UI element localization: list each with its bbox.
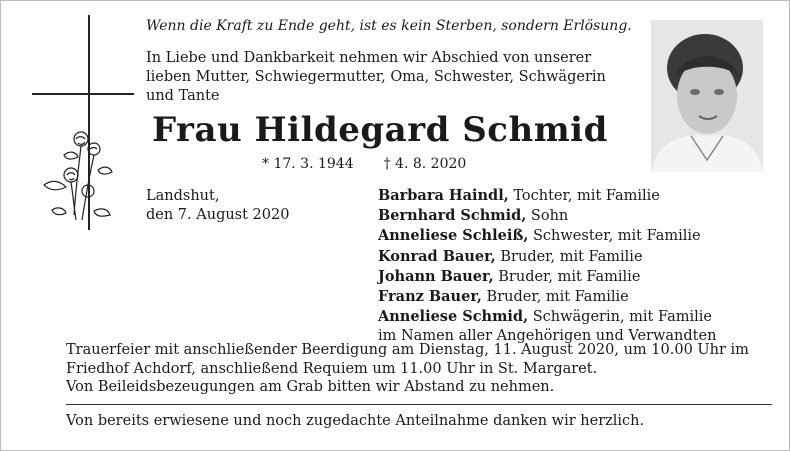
mourner-name: Anneliese Schleiß, <box>378 227 529 245</box>
service-line: Friedhof Achdorf, anschließend Requiem um 11.00 Uhr in St. Margaret. <box>66 360 598 377</box>
thanks-text: Von bereits erwiesene und noch zugedachte Anteilnahme danken wir herzlich. <box>66 413 645 429</box>
mourner-row <box>378 287 716 307</box>
mourner-relation: Tochter, mit Familie <box>508 188 660 204</box>
service-line: Trauerfeier mit anschließender Beerdigung am Dienstag, 11. August 2020, um 10.00 Uhr im <box>66 342 749 358</box>
intro-line: In Liebe und Dankbarkeit nehmen wir Abschied von unserer <box>146 50 592 66</box>
intro-line: und Tante <box>146 88 220 104</box>
mourner-row <box>378 267 716 287</box>
intro-text <box>146 49 606 106</box>
mourner-name: Franz Bauer, <box>378 288 482 306</box>
death-date: † 4. 8. 2020 <box>383 156 467 172</box>
mourner-name: Anneliese Schmid, <box>378 308 529 326</box>
intro-line: lieben Mutter, Schwiegermutter, Oma, Schwester, Schwägerin <box>146 69 606 85</box>
life-dates <box>262 156 496 172</box>
cross-with-roses-icon <box>24 15 134 235</box>
service-line: Von Beileidsbezeugungen am Grab bitten wir Abstand zu nehmen. <box>66 379 555 396</box>
mourner-row <box>378 247 716 267</box>
portrait-photo <box>651 20 763 172</box>
place: Landshut, <box>146 188 220 204</box>
mourners-list <box>378 186 716 347</box>
mourner-row <box>378 186 716 206</box>
mourners-footer: im Namen aller Angehörigen und Verwandten <box>378 328 717 345</box>
divider <box>66 404 772 405</box>
mourner-relation: Bruder, mit Familie <box>495 248 643 265</box>
place-date <box>146 187 289 225</box>
mourner-row <box>378 206 716 226</box>
mourner-row <box>378 226 716 246</box>
deceased-name: Frau Hildegard Schmid <box>152 110 608 150</box>
mourner-name: Bernhard Schmid, <box>378 207 527 225</box>
mourner-relation: Schwester, mit Familie <box>528 228 701 245</box>
mourner-relation: Bruder, mit Familie <box>481 289 629 306</box>
mourner-name: Barbara Haindl, <box>378 187 509 204</box>
service-info <box>66 341 749 397</box>
date: den 7. August 2020 <box>146 207 290 223</box>
mourner-relation: Schwägerin, mit Familie <box>528 309 712 326</box>
motto: Wenn die Kraft zu Ende geht, ist es kein Sterben, sondern Erlösung. <box>146 18 632 34</box>
mourner-name: Konrad Bauer, <box>378 247 496 265</box>
birth-date: * 17. 3. 1944 <box>262 156 354 172</box>
mourner-relation: Bruder, mit Familie <box>493 268 641 285</box>
mourner-relation: Sohn <box>526 208 569 225</box>
mourner-row <box>378 307 716 327</box>
mourner-name: Johann Bauer, <box>378 267 494 285</box>
